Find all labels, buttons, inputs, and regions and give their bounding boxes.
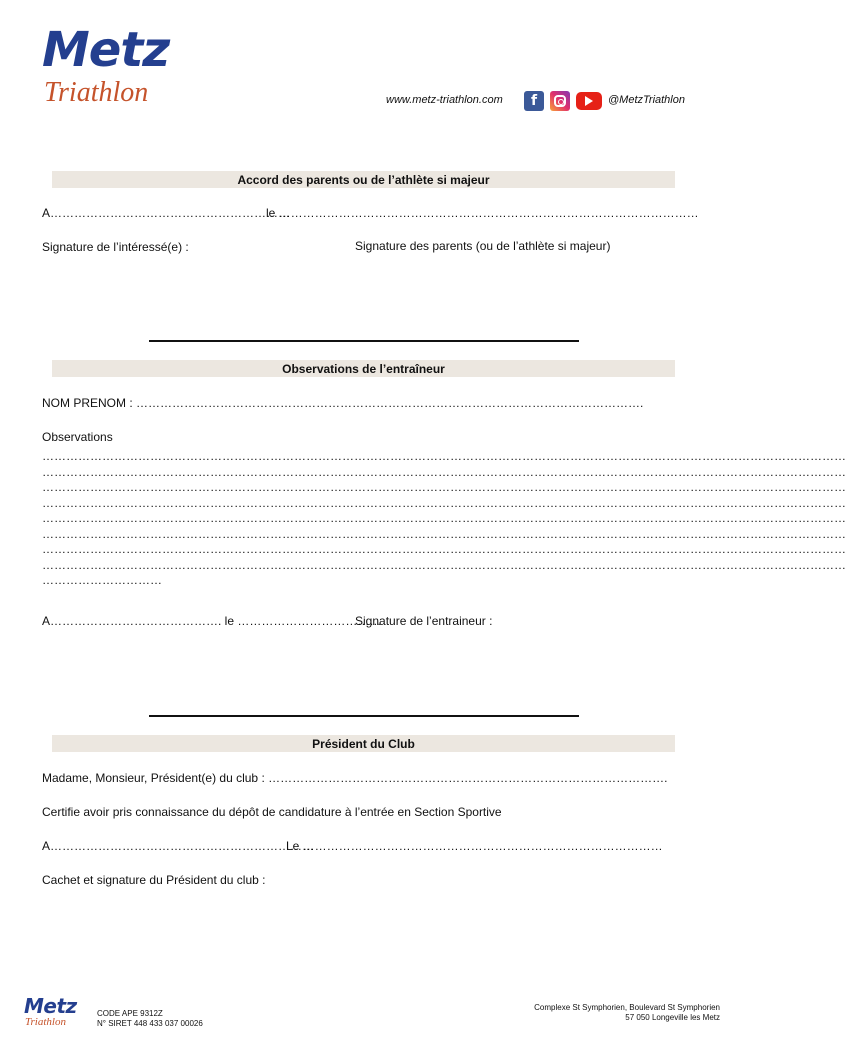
observation-line: ………………………………………………………………………………………………………………………………………………………………………………… bbox=[42, 480, 846, 494]
observation-line: ………………………………………………………………………………………………………………………………………………………………………………… bbox=[42, 449, 846, 463]
observations-field[interactable] bbox=[42, 449, 846, 589]
field-president-name[interactable]: Madame, Monsieur, Président(e) du club : ………………………………………………………………………………………. bbox=[42, 771, 668, 785]
observation-line: ………………………… bbox=[42, 573, 162, 587]
label-certifie: Certifie avoir pris connaissance du dépôt de candidature à l’entrée en Section Sportive bbox=[42, 805, 502, 819]
social-links bbox=[524, 91, 602, 111]
footer-logo bbox=[24, 994, 84, 1030]
divider bbox=[149, 340, 579, 342]
field-a-lieu-president[interactable]: A………………………………………………………… bbox=[42, 839, 315, 853]
observation-line: ………………………………………………………………………………………………………………………………………………………………………………… bbox=[42, 511, 846, 525]
footer-logo-triathlon-text: Triathlon bbox=[25, 1016, 66, 1028]
label-signature-entraineur: Signature de l’entraineur : bbox=[355, 614, 493, 628]
section-title-observations: Observations de l’entraîneur bbox=[52, 360, 675, 377]
footer-code-ape: CODE APE 9312Z bbox=[97, 1009, 163, 1018]
field-le-date[interactable]: le …………………………………………………………………………………………… bbox=[266, 206, 699, 220]
field-a-le-entraineur[interactable]: A……………………………………. le ……………………………… bbox=[42, 614, 382, 628]
website-link[interactable]: www.metz-triathlon.com bbox=[386, 94, 503, 106]
field-le-date-president[interactable]: Le ……………………………………………………………………………… bbox=[286, 839, 663, 853]
social-handle[interactable]: @MetzTriathlon bbox=[608, 94, 685, 106]
field-a-lieu[interactable]: A…………………………………………………… bbox=[42, 206, 291, 220]
footer-legal bbox=[97, 1009, 203, 1029]
footer-logo-metz-text: Metz bbox=[24, 994, 77, 1018]
observation-line: ………………………………………………………………………………………………………………………………………………………………………………… bbox=[42, 542, 846, 556]
observation-line: ………………………………………………………………………………………………………………………………………………………………………………… bbox=[42, 464, 846, 479]
metz-triathlon-logo bbox=[42, 20, 192, 112]
label-observations: Observations bbox=[42, 430, 113, 444]
observation-line: ………………………………………………………………………………………………………………………………………………………………………………… bbox=[42, 526, 846, 541]
logo-triathlon-text: Triathlon bbox=[44, 77, 149, 108]
section-title-accord: Accord des parents ou de l’athlète si majeur bbox=[52, 171, 675, 188]
observation-line: ………………………………………………………………………………………………………………………………………………………………………………… bbox=[42, 495, 846, 510]
label-signature-parents: Signature des parents (ou de l’athlète si majeur) bbox=[355, 239, 611, 253]
section-title-president: Président du Club bbox=[52, 735, 675, 752]
footer-address-line2: 57 050 Longeville les Metz bbox=[625, 1013, 720, 1022]
footer-address bbox=[534, 1003, 720, 1023]
youtube-icon[interactable] bbox=[576, 92, 602, 110]
divider bbox=[149, 715, 579, 717]
instagram-icon[interactable] bbox=[550, 91, 570, 111]
logo-metz-text: Metz bbox=[42, 22, 170, 78]
field-nom-prenom[interactable]: NOM PRENOM : ………………………………………………………………………………………………………………. bbox=[42, 396, 644, 410]
facebook-icon[interactable]: f bbox=[524, 91, 544, 111]
footer-siret: N° SIRET 448 433 037 00026 bbox=[97, 1019, 203, 1028]
footer-address-line1: Complexe St Symphorien, Boulevard St Symphorien bbox=[534, 1003, 720, 1012]
observation-line: ………………………………………………………………………………………………………………………………………………………………………………… bbox=[42, 557, 846, 572]
label-cachet-signature: Cachet et signature du Président du club : bbox=[42, 873, 266, 887]
label-signature-interesse: Signature de l’intéressé(e) : bbox=[42, 240, 189, 254]
